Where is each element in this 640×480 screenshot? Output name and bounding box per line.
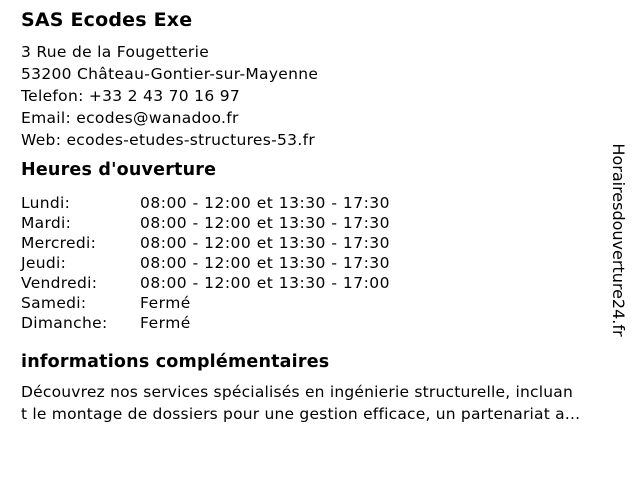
- hours-time-value: Fermé: [140, 294, 191, 312]
- hours-row-tuesday: [21, 213, 390, 233]
- website-line: Web: ecodes-etudes-structures-53.fr: [21, 131, 315, 149]
- site-watermark-label: Horairesdouverture24.fr: [609, 143, 628, 337]
- hours-time-value: 08:00 - 12:00 et 13:30 - 17:00: [140, 274, 391, 292]
- hours-time-value: 08:00 - 12:00 et 13:30 - 17:30: [140, 214, 391, 232]
- hours-row-thursday: [21, 253, 390, 273]
- opening-hours-heading: Heures d'ouverture: [21, 160, 217, 180]
- hours-row-sunday: [21, 313, 390, 333]
- hours-row-monday: [21, 193, 390, 213]
- info-text-line: t le montage de dossiers pour une gestion efficace, un partenariat a...: [21, 405, 581, 423]
- hours-day-label: Jeudi:: [21, 254, 67, 272]
- hours-day-label: Samedi:: [21, 294, 87, 312]
- contact-block: [21, 41, 318, 151]
- hours-day-label: Dimanche:: [21, 314, 108, 332]
- hours-day-label: Lundi:: [21, 194, 71, 212]
- hours-day-label: Mardi:: [21, 214, 72, 232]
- hours-row-friday: [21, 273, 390, 293]
- hours-day-label: Vendredi:: [21, 274, 98, 292]
- email-line: Email: ecodes@wanadoo.fr: [21, 109, 239, 127]
- hours-time-value: 08:00 - 12:00 et 13:30 - 17:30: [140, 194, 391, 212]
- hours-time-value: Fermé: [140, 314, 191, 332]
- hours-row-saturday: [21, 293, 390, 313]
- hours-day-label: Mercredi:: [21, 234, 97, 252]
- address-city: 53200 Château-Gontier-sur-Mayenne: [21, 65, 319, 83]
- hours-time-value: 08:00 - 12:00 et 13:30 - 17:30: [140, 234, 391, 252]
- business-name-title: SAS Ecodes Exe: [21, 9, 193, 31]
- info-text-line: Découvrez nos services spécialisés en ingénierie structurelle, incluan: [21, 383, 573, 401]
- additional-info-text: [21, 381, 580, 425]
- opening-hours-table: [21, 193, 390, 333]
- hours-time-value: 08:00 - 12:00 et 13:30 - 17:30: [140, 254, 391, 272]
- additional-info-heading: informations complémentaires: [21, 352, 330, 372]
- phone-line: Telefon: +33 2 43 70 16 97: [21, 87, 241, 105]
- address-street: 3 Rue de la Fougetterie: [21, 43, 210, 61]
- hours-row-wednesday: [21, 233, 390, 253]
